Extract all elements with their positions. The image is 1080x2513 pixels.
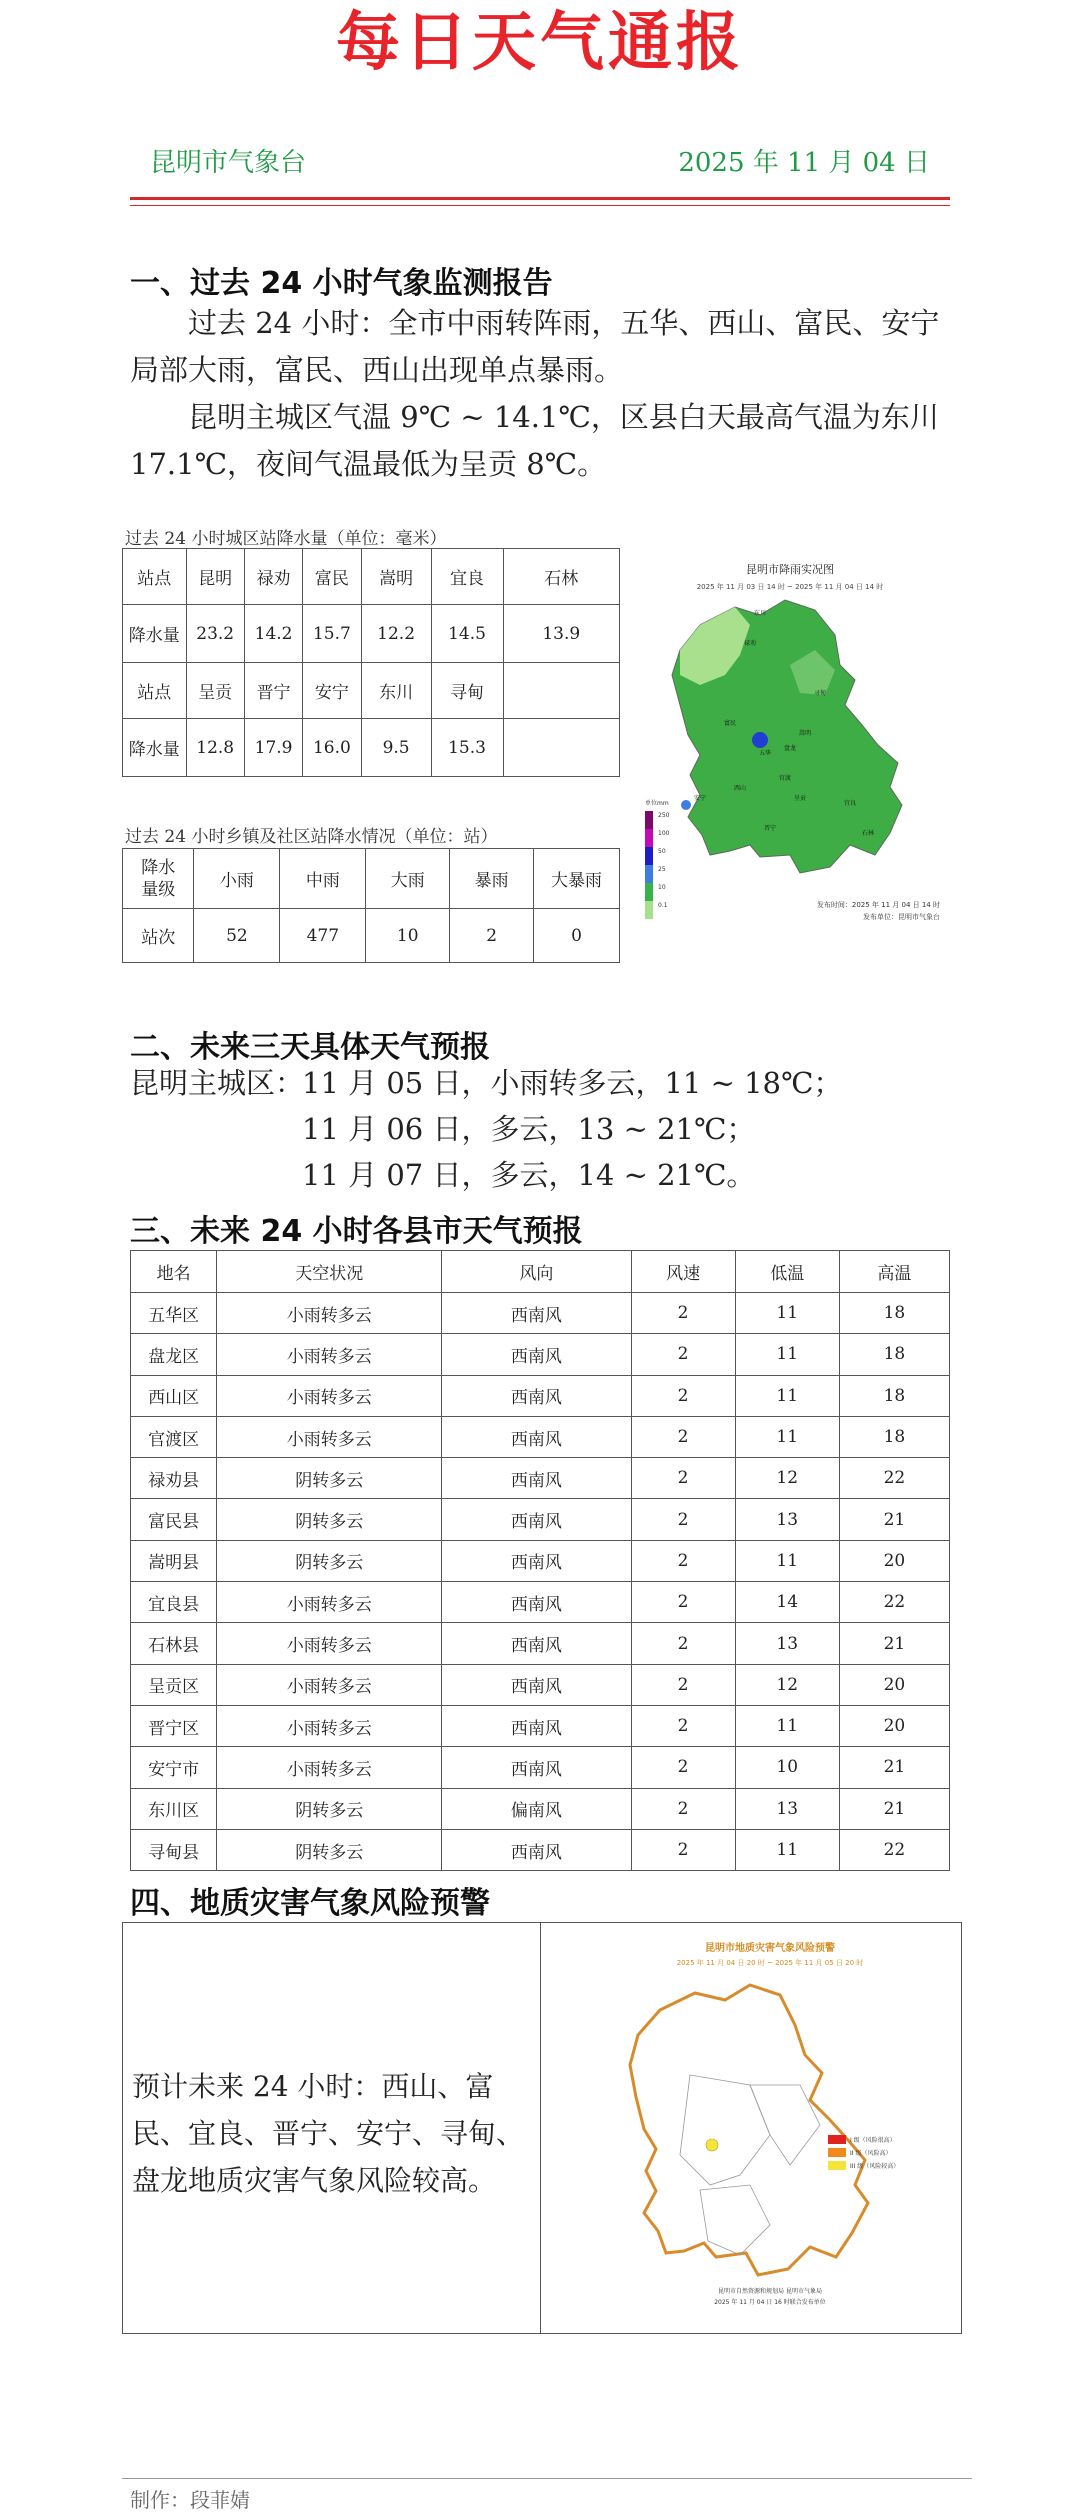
county-table-cell: 嵩明县 [131, 1540, 217, 1581]
county-table-header: 风向 [442, 1251, 631, 1293]
rain-map-label: 盘龙 [783, 745, 797, 752]
county-table-row [131, 1458, 950, 1499]
geo-map-region [630, 1985, 868, 2275]
level-table-header: 小雨 [194, 849, 280, 909]
county-table-cell: 小雨转多云 [217, 1664, 442, 1705]
geo-legend-label: II 级（风险高） [850, 2150, 892, 2157]
geo-warning-divider [540, 1922, 541, 2334]
county-table-cell: 东川区 [131, 1788, 217, 1829]
section3-heading: 三、未来 24 小时各县市天气预报 [130, 1214, 583, 1249]
geo-legend-label: I 级（风险很高） [850, 2137, 896, 2144]
county-table-cell: 2 [631, 1375, 735, 1416]
county-table-cell: 21 [839, 1747, 949, 1788]
county-table-cell: 富民县 [131, 1499, 217, 1540]
county-table-cell: 18 [839, 1375, 949, 1416]
header-rule-thin [130, 205, 950, 206]
rain-map-label: 石林 [861, 830, 875, 837]
rain-table-cell [503, 663, 620, 719]
county-table-cell: 21 [839, 1623, 949, 1664]
level-table-header: 暴雨 [450, 849, 534, 909]
rain-table-cell: 12.2 [361, 605, 431, 663]
county-table-cell: 20 [839, 1705, 949, 1746]
county-table-row [131, 1664, 950, 1705]
rain-table-cell: 石林 [503, 549, 620, 605]
rain-table-caption: 过去 24 小时城区站降水量（单位：毫米） [125, 529, 447, 549]
county-table-cell: 官渡区 [131, 1416, 217, 1457]
rain-table-cell: 站点 [123, 549, 187, 605]
rain-table-cell: 站点 [123, 663, 187, 719]
county-table-cell: 西南风 [442, 1499, 631, 1540]
issuing-org: 昆明市气象台 [150, 148, 307, 178]
rain-table-cell: 17.9 [244, 719, 302, 777]
county-table-cell: 2 [631, 1416, 735, 1457]
county-table-cell: 11 [735, 1829, 839, 1870]
county-table-cell: 西南风 [442, 1664, 631, 1705]
county-table-cell: 石林县 [131, 1623, 217, 1664]
rain-map-issue-time: 发布时间：2025 年 11 月 04 日 14 时 [816, 901, 940, 909]
geo-legend-swatch [828, 2135, 846, 2144]
county-table-cell: 22 [839, 1582, 949, 1623]
level-table-cell: 52 [194, 909, 280, 963]
rain-legend-unit: 单位mm [645, 800, 669, 807]
rain-map-label: 五华 [758, 750, 772, 757]
rain-table-cell: 15.3 [431, 719, 503, 777]
geo-map-period: 2025 年 11 月 04 日 20 时 ~ 2025 年 11 月 05 日 20 时 [676, 1959, 864, 1967]
forecast-lead: 昆明主城区： [130, 1066, 305, 1100]
county-table-cell: 西南风 [442, 1705, 631, 1746]
county-table-cell: 11 [735, 1293, 839, 1334]
county-table-cell: 11 [735, 1375, 839, 1416]
county-table-cell: 阴转多云 [217, 1540, 442, 1581]
rain-legend-label: 250 [658, 812, 670, 819]
geo-risk-map [600, 1935, 940, 2325]
county-table-cell: 呈贡区 [131, 1664, 217, 1705]
county-table-cell: 18 [839, 1416, 949, 1457]
county-table-cell: 13 [735, 1788, 839, 1829]
geo-map-risk-spot [706, 2139, 718, 2151]
county-table-cell: 2 [631, 1458, 735, 1499]
county-table-cell: 2 [631, 1499, 735, 1540]
geo-map-issue-time: 2025 年 11 月 04 日 16 时联合发布单位 [714, 2299, 826, 2306]
rain-legend-swatch [645, 847, 653, 865]
section4-heading: 四、地质灾害气象风险预警 [130, 1886, 490, 1921]
level-table-row [123, 909, 620, 963]
county-table-cell: 五华区 [131, 1293, 217, 1334]
county-table-row [131, 1416, 950, 1457]
rain-map-label: 富民 [723, 720, 737, 727]
rain-legend-swatch [645, 883, 653, 901]
rain-legend-label: 25 [658, 866, 666, 873]
county-table-cell: 西南风 [442, 1747, 631, 1788]
county-table-cell: 2 [631, 1705, 735, 1746]
report-date: 2025 年 11 月 04 日 [678, 148, 930, 178]
rain-legend-swatch [645, 865, 653, 883]
rain-table-cell: 晋宁 [244, 663, 302, 719]
level-table [122, 848, 620, 963]
rain-legend [645, 811, 670, 919]
rain-map-label: 嵩明 [798, 730, 812, 737]
county-table-cell: 宜良县 [131, 1582, 217, 1623]
county-table-row [131, 1499, 950, 1540]
rain-table-cell: 呈贡 [186, 663, 244, 719]
county-table-row [131, 1540, 950, 1581]
rain-table-cell: 12.8 [186, 719, 244, 777]
section1-para1: 过去 24 小时：全市中雨转阵雨，五华、西山、富民、安宁局部大雨，富民、西山出现单点暴雨。 [130, 306, 940, 387]
county-table-cell: 2 [631, 1623, 735, 1664]
rain-table-cell: 15.7 [303, 605, 361, 663]
county-table-cell: 22 [839, 1458, 949, 1499]
rain-table-row [123, 549, 620, 605]
county-table-header: 低温 [735, 1251, 839, 1293]
county-table-cell: 20 [839, 1664, 949, 1705]
county-table-cell: 18 [839, 1334, 949, 1375]
rain-map-label: 晋宁 [763, 825, 777, 832]
county-table-cell: 13 [735, 1623, 839, 1664]
rain-table-cell: 寻甸 [431, 663, 503, 719]
rain-map-label: 安宁 [693, 795, 707, 802]
county-table-cell: 21 [839, 1499, 949, 1540]
rain-map-heavy-spot-2 [681, 800, 691, 810]
rain-map-label: 东川 [753, 610, 767, 617]
county-forecast-table [130, 1250, 950, 1871]
rain-legend-label: 10 [658, 884, 666, 891]
rain-table-cell: 嵩明 [361, 549, 431, 605]
rain-map-label: 寻甸 [813, 690, 827, 697]
county-table-cell: 2 [631, 1829, 735, 1870]
county-table-cell: 西南风 [442, 1829, 631, 1870]
county-table-cell: 盘龙区 [131, 1334, 217, 1375]
county-table-header: 地名 [131, 1251, 217, 1293]
forecast-day2: 11 月 06 日，多云，13 ~ 21℃； [302, 1112, 756, 1146]
footer-credit: 制作：段菲婧 [130, 2488, 250, 2512]
county-table-cell: 偏南风 [442, 1788, 631, 1829]
county-table-cell: 2 [631, 1747, 735, 1788]
county-table-cell: 13 [735, 1499, 839, 1540]
county-table-row [131, 1293, 950, 1334]
rain-table-cell: 东川 [361, 663, 431, 719]
section2-heading: 二、未来三天具体天气预报 [130, 1030, 490, 1065]
level-table-caption: 过去 24 小时乡镇及社区站降水情况（单位：站） [125, 827, 498, 847]
county-table-row [131, 1375, 950, 1416]
county-table-header: 风速 [631, 1251, 735, 1293]
county-table-cell: 阴转多云 [217, 1788, 442, 1829]
rain-table-cell: 禄劝 [244, 549, 302, 605]
county-table-cell: 寻甸县 [131, 1829, 217, 1870]
county-table-row [131, 1582, 950, 1623]
rain-table-cell: 降水量 [123, 719, 187, 777]
county-table-cell: 小雨转多云 [217, 1334, 442, 1375]
section1-heading: 一、过去 24 小时气象监测报告 [130, 266, 553, 301]
rain-table-cell: 16.0 [303, 719, 361, 777]
county-table-cell: 西南风 [442, 1582, 631, 1623]
county-table-row [131, 1829, 950, 1870]
county-table-cell: 西山区 [131, 1375, 217, 1416]
county-table-cell: 小雨转多云 [217, 1705, 442, 1746]
county-table-row [131, 1705, 950, 1746]
forecast-day1: 11 月 05 日，小雨转多云，11 ~ 18℃； [302, 1066, 843, 1100]
rain-table-cell: 宜良 [431, 549, 503, 605]
county-table-cell: 西南风 [442, 1375, 631, 1416]
rain-legend-label: 100 [658, 830, 670, 837]
rain-table-cell: 降水量 [123, 605, 187, 663]
county-table-cell: 2 [631, 1582, 735, 1623]
county-table-cell: 2 [631, 1540, 735, 1581]
county-table-cell: 2 [631, 1334, 735, 1375]
county-table-cell: 11 [735, 1416, 839, 1457]
county-table-cell: 小雨转多云 [217, 1293, 442, 1334]
rain-table-cell: 昆明 [186, 549, 244, 605]
county-table-cell: 西南风 [442, 1334, 631, 1375]
county-table-cell: 阴转多云 [217, 1499, 442, 1540]
rain-table [122, 548, 620, 777]
rain-legend-label: 50 [658, 848, 666, 855]
geo-map-legend [828, 2135, 899, 2170]
county-table-row [131, 1747, 950, 1788]
rain-table-cell: 安宁 [303, 663, 361, 719]
geo-map-issuer: 昆明市自然资源和规划局 昆明市气象局 [718, 2288, 822, 2295]
county-table-cell: 21 [839, 1788, 949, 1829]
county-table-cell: 阴转多云 [217, 1829, 442, 1870]
rain-map-label: 呈贡 [793, 795, 807, 802]
rain-table-cell: 14.2 [244, 605, 302, 663]
county-table-cell: 18 [839, 1293, 949, 1334]
rain-legend-swatch [645, 901, 653, 919]
county-table-cell: 西南风 [442, 1458, 631, 1499]
county-table-cell: 小雨转多云 [217, 1747, 442, 1788]
rain-table-cell: 23.2 [186, 605, 244, 663]
rain-table-cell: 富民 [303, 549, 361, 605]
county-table-cell: 11 [735, 1334, 839, 1375]
county-table-cell: 小雨转多云 [217, 1416, 442, 1457]
rain-table-row [123, 719, 620, 777]
county-table-header: 高温 [839, 1251, 949, 1293]
county-table-cell: 西南风 [442, 1623, 631, 1664]
rain-map-heavy-spot [752, 732, 768, 748]
rain-map-label: 西山 [733, 785, 747, 792]
rain-map-period: 2025 年 11 月 03 日 14 时 ~ 2025 年 11 月 04 日 14 时 [696, 583, 884, 591]
county-table-row [131, 1334, 950, 1375]
level-table-header: 中雨 [280, 849, 366, 909]
county-table-cell: 小雨转多云 [217, 1375, 442, 1416]
county-table-cell: 2 [631, 1293, 735, 1334]
rain-map-label: 禄劝 [743, 640, 757, 647]
county-table-header: 天空状况 [217, 1251, 442, 1293]
county-table-cell: 阴转多云 [217, 1458, 442, 1499]
header-rule-thick [130, 197, 950, 200]
rain-legend-swatch [645, 829, 653, 847]
rain-map-label: 官渡 [778, 775, 792, 782]
rain-table-row [123, 663, 620, 719]
rain-table-cell: 9.5 [361, 719, 431, 777]
county-table-cell: 小雨转多云 [217, 1582, 442, 1623]
geo-warning-text: 预计未来 24 小时：西山、富民、宜良、晋宁、安宁、寻甸、盘龙地质灾害气象风险较高。 [132, 2070, 525, 2197]
county-table-row [131, 1623, 950, 1664]
rain-table-cell: 14.5 [431, 605, 503, 663]
geo-legend-swatch [828, 2161, 846, 2170]
county-table-cell: 安宁市 [131, 1747, 217, 1788]
level-table-header: 大暴雨 [534, 849, 620, 909]
rain-map [640, 555, 950, 935]
level-table-cell: 2 [450, 909, 534, 963]
county-table-cell: 西南风 [442, 1540, 631, 1581]
level-table-header-row [123, 849, 620, 909]
geo-map-title: 昆明市地质灾害气象风险预警 [705, 1943, 835, 1954]
county-table-cell: 11 [735, 1540, 839, 1581]
rain-map-title: 昆明市降雨实况图 [746, 563, 834, 576]
county-table-cell: 禄劝县 [131, 1458, 217, 1499]
level-table-header: 降水量级 [123, 849, 194, 909]
level-table-cell: 站次 [123, 909, 194, 963]
county-table-row [131, 1788, 950, 1829]
rain-table-row [123, 605, 620, 663]
county-table-cell: 12 [735, 1664, 839, 1705]
county-table-cell: 2 [631, 1664, 735, 1705]
footer-rule [122, 2478, 972, 2479]
county-table-cell: 11 [735, 1705, 839, 1746]
level-table-cell: 477 [280, 909, 366, 963]
rain-map-issuer: 发布单位：昆明市气象台 [863, 913, 940, 921]
forecast-day3: 11 月 07 日，多云，14 ~ 21℃。 [302, 1158, 756, 1192]
geo-legend-swatch [828, 2148, 846, 2157]
rain-legend-label: 0.1 [658, 902, 668, 909]
rain-map-label: 宜良 [843, 800, 857, 807]
county-table-cell: 22 [839, 1829, 949, 1870]
report-title: 每日天气通报 [336, 5, 744, 80]
geo-legend-label: III 级（风险较高） [850, 2163, 900, 2170]
section1-para2: 昆明主城区气温 9℃ ~ 14.1℃，区县白天最高气温为东川 17.1℃，夜间气温最低为呈贡 8℃。 [130, 400, 939, 481]
county-table-header-row [131, 1251, 950, 1293]
county-table-cell: 20 [839, 1540, 949, 1581]
county-table-cell: 2 [631, 1788, 735, 1829]
county-table-cell: 西南风 [442, 1416, 631, 1457]
rain-table-cell: 13.9 [503, 605, 620, 663]
level-table-cell: 0 [534, 909, 620, 963]
level-table-cell: 10 [366, 909, 450, 963]
county-table-cell: 12 [735, 1458, 839, 1499]
level-table-header: 大雨 [366, 849, 450, 909]
county-table-cell: 西南风 [442, 1293, 631, 1334]
county-table-cell: 14 [735, 1582, 839, 1623]
county-table-cell: 小雨转多云 [217, 1623, 442, 1664]
county-table-cell: 10 [735, 1747, 839, 1788]
rain-table-cell [503, 719, 620, 777]
rain-legend-swatch [645, 811, 653, 829]
county-table-cell: 晋宁区 [131, 1705, 217, 1746]
